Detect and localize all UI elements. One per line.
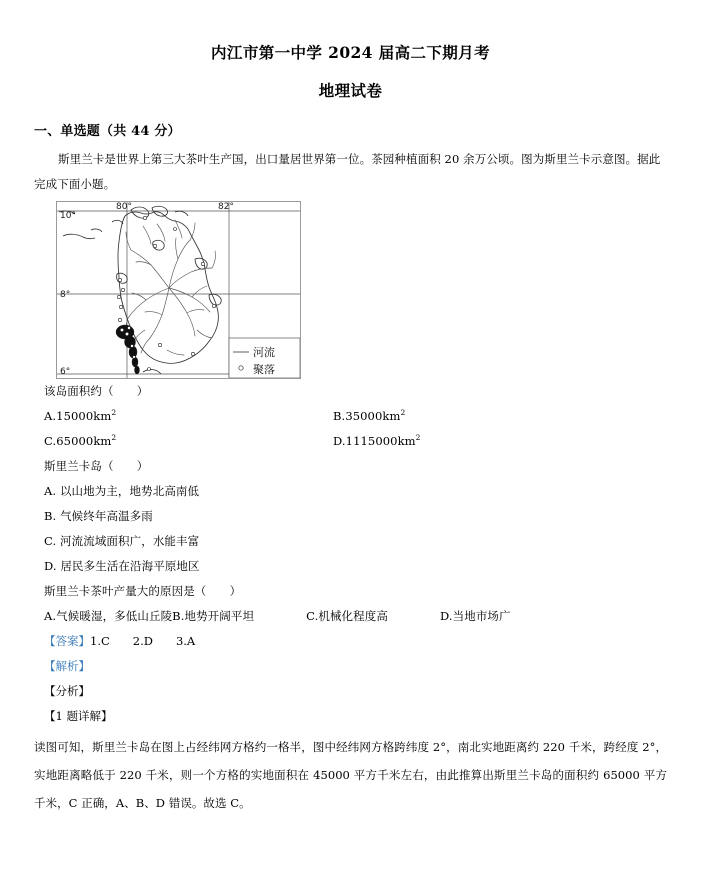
question-2-option-c[interactable] [34,529,667,554]
option-2D-key: D. [44,559,57,573]
settlement-dot [120,328,123,331]
settlement-dot [191,352,194,355]
answer-tag: 【答案】 [44,634,90,648]
offshore-line-3 [91,229,102,232]
lat-label-6: 6° [60,367,71,377]
question-2-option-a[interactable] [34,479,667,504]
settlement-blob-4 [132,357,138,367]
question-2-title: 斯里兰卡岛（ ） [44,459,149,473]
river-branch-7 [187,310,204,313]
settlement-dot [121,288,124,291]
section-heading: 一、单选题（共 44 分） [34,124,181,139]
option-2C-key: C. [44,534,57,548]
option-3B[interactable]: B.地势开阔平坦 [172,609,255,623]
lon-label-82: 82° [218,202,234,212]
settlement-dot [133,356,136,359]
map-legend [229,338,300,378]
river-north-1 [157,224,165,241]
question-1-options-row-2 [34,429,667,454]
settlement-dot [128,327,131,330]
lat-label-8: 8° [60,290,71,300]
option-2A-label: 以山地为主，地势北高南低 [59,484,200,498]
settlement-dot [158,343,161,346]
option-1A-superscript: 2 [111,408,117,418]
river-branch-10 [212,251,215,268]
coastline [59,206,221,374]
river-1 [131,250,169,288]
fenxi-tag: 【分析】 [44,684,90,698]
river-branch-8 [141,338,150,353]
river-branch-5 [145,312,162,315]
offshore-line-2 [63,234,95,238]
question-1-title: 该岛面积约（ ） [44,384,149,398]
option-2C-label: 河流流域面积广，水能丰富 [60,534,200,548]
settlement-dot [212,304,215,307]
settlement-dot [174,228,177,231]
river-branch-2 [176,238,178,259]
north-east-coast-detail [175,211,188,216]
settlement-dot [131,345,134,348]
lon-label-80: 80° [116,202,132,212]
analysis-tag: 【解析】 [44,659,90,673]
option-2D-label: 居民多生活在沿海平原地区 [60,559,200,573]
settlement-dot [125,332,128,335]
river-network [126,220,216,355]
offshore-line-4 [112,220,123,224]
option-3A[interactable]: A.气候暖湿，多低山丘陵 [44,609,173,623]
option-3D[interactable]: D.当地市场广 [439,609,511,623]
question-2-option-d[interactable] [34,554,667,579]
option-1D-superscript: 2 [415,433,421,443]
lat-label-10: 10° [60,211,76,221]
west-lagoon [117,273,128,283]
question-3-options-row [34,604,667,629]
river-3 [169,288,210,312]
question-3-title: 斯里兰卡茶叶产量大的原因是（ ） [44,584,242,598]
answer-line [34,629,667,654]
settlement-dot [201,262,204,265]
question-stem: 斯里兰卡是世界上第三大茶叶生产国，出口量居世界第一位。茶园种植面积 20 余万公顷。图为斯里兰卡示意图。据此完成下面小题。 [34,152,661,191]
settlement-dot [118,278,121,281]
settlement-blob-5 [135,366,140,374]
option-2A-key: A. [44,484,57,498]
option-1B-superscript: 2 [400,408,406,418]
sri-lanka-map-figure [56,201,301,379]
settlement-points [117,216,215,370]
option-1D[interactable]: $D.1115000km^2$ [333,433,421,448]
option-3C[interactable]: C.机械化程度高 [306,609,388,623]
option-1A[interactable]: $A.15000km^2$ [44,408,117,423]
option-1C-superscript: 2 [111,433,117,443]
east-bay [209,294,221,305]
page-subtitle: 地理试卷 [318,81,383,100]
river-branch-4 [192,286,207,297]
settlement-dot [119,305,122,308]
option-1C[interactable]: $C.65000km^2$ [44,433,117,448]
settlement-dot [153,244,156,247]
river-branch-1 [136,262,151,265]
river-se-1 [197,330,212,338]
settlement-dot [118,318,121,321]
river-7 [169,288,195,336]
option-2B-label: 气候终年高温多雨 [60,509,153,523]
question-1-options-row-1 [34,404,667,429]
settlement-dot [148,368,151,371]
map-axis-labels [60,202,234,377]
legend-label-river: 河流 [253,346,275,359]
detail-explanation: 读图可知，斯里兰卡岛在图上占经纬网方格约一格半，图中经纬网方格跨纬度 2°，南北实地距离约 220 千米，跨经度 2°，实地距离略低于 220 千米，则一个方格的实地面积在 45000 平方千米左右，由此推算出斯里兰卡岛的面积约 65000 平方千米，C 正确，A、B、D 错误。故选 C。 [34,740,667,810]
page-title: 内江市第一中学 2024 届高二下期月考 [211,43,490,62]
river-2 [169,240,190,288]
detail-tag: 【1 题详解】 [44,709,113,723]
south-coast-detail [143,370,161,374]
river-north-3 [143,226,151,244]
settlement-dot [117,295,120,298]
map-svg [57,202,300,378]
question-2-option-b[interactable] [34,504,667,529]
answer-values: 1.C 2.D 3.A [90,634,196,648]
option-1B[interactable]: $B.35000km^2$ [333,408,406,423]
option-2B-key: B. [44,509,57,523]
settlement-dot [143,216,146,219]
river-5 [128,288,169,318]
river-se-2 [167,350,184,355]
legend-label-settlement: 聚落 [253,363,275,376]
legend-settlement-symbol-icon [239,366,243,370]
